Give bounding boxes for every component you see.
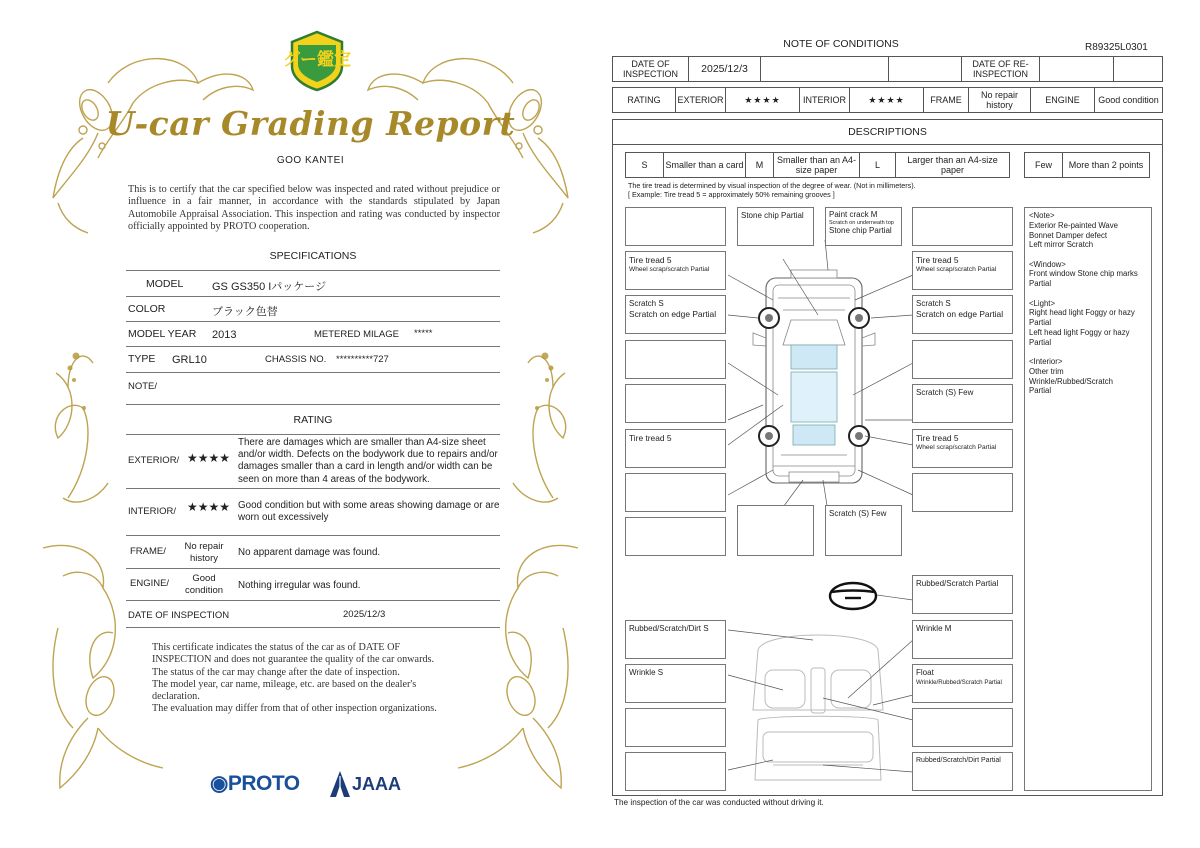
- interior-box-right-2: [912, 664, 1013, 703]
- interior-label: INTERIOR: [800, 88, 850, 112]
- footer-line: The model year, car name, mileage, etc. are based on the dealer's: [152, 678, 417, 690]
- divider: [126, 321, 500, 322]
- box-text: Wrinkle/Rubbed/Scratch Partial: [916, 679, 1002, 686]
- exterior-stars: ★★★★: [726, 88, 800, 112]
- box-text: Scratch (S) Few: [916, 388, 974, 397]
- engine-label: ENGINE: [1031, 88, 1095, 112]
- interior-description: Good condition but with some areas showing damage or are worn out excessively: [238, 500, 500, 524]
- exterior-description: There are damages which are smaller than A4-size sheet and/or width. Defects on the bodywork due to repairs and/or damages smaller than a card in length and/or width can be seen on more than 4 areas of the bodywork.: [238, 437, 498, 485]
- footer-line: declaration.: [152, 691, 200, 703]
- certificate-intro: This is to certify that the car specified below was inspected and rated without prejudice or influence in a fair manner, in accordance with the standards stipulated by Japan Automobile Appraisal Association. This inspection and rating was conducted by inspector officially appointed by PROTO cooperation.: [128, 184, 500, 233]
- sponsor-logos: [210, 768, 430, 798]
- rating-label: RATING: [613, 88, 676, 112]
- damage-box-right-5: [912, 429, 1013, 468]
- damage-box-left-4: [625, 384, 726, 423]
- footer-line: INSPECTION and does not guarantee the quality of the car onwards.: [152, 654, 435, 666]
- note-section: <Note> Exterior Re-painted Wave Bonnet Damper defect Left mirror Scratch: [1029, 211, 1118, 250]
- damage-box-center-bottom-right: [825, 505, 902, 556]
- type-label: TYPE: [128, 353, 156, 365]
- damage-box-center-top-left: [737, 207, 814, 246]
- empty-cell: [1114, 57, 1162, 81]
- box-text: Scratch (S) Few: [829, 509, 887, 518]
- svg-text:グー鑑定: グー鑑定: [283, 50, 351, 70]
- light-section: <Light> Right head light Foggy or hazy Partial Left head light Foggy or hazy Partial: [1029, 298, 1135, 347]
- footer-line: The evaluation may differ from that of other inspection organizations.: [152, 703, 437, 715]
- tire-note-line: The tire tread is determined by visual inspection of the degree of wear. (Not in millimeters).: [628, 181, 916, 190]
- divider: [126, 627, 500, 628]
- box-text: Wheel scrap/scratch Partial: [916, 266, 997, 273]
- damage-box-center-bottom-left: [737, 505, 814, 556]
- certificate-footer: [152, 642, 492, 716]
- box-text: Tire tread 5: [629, 433, 672, 443]
- type-value: GRL10: [172, 354, 207, 366]
- divider: [126, 600, 500, 601]
- date-of-inspection-label: DATE OF INSPECTION: [128, 610, 230, 621]
- interior-box-right-1: [912, 620, 1013, 659]
- footer-line: The status of the car may change after the date of inspection.: [152, 666, 400, 678]
- model-label: MODEL: [146, 278, 184, 290]
- frame-description: No apparent damage was found.: [238, 547, 381, 558]
- legend-m: M: [746, 153, 774, 177]
- damage-box-left-1: [625, 251, 726, 290]
- date-of-reinspection-label: DATE OF RE-INSPECTION: [962, 57, 1040, 81]
- tire-tread-note: [628, 181, 916, 199]
- jaaa-logo: JAAA: [330, 770, 430, 798]
- color-value: ブラック色替: [212, 306, 278, 318]
- box-text: Wheel scrap/scratch Partial: [916, 444, 997, 451]
- interior-box-left-2: [625, 664, 726, 703]
- divider: [126, 372, 500, 373]
- certificate-title: U-car Grading Report: [105, 104, 516, 143]
- box-text: Wrinkle M: [916, 624, 952, 633]
- legend-few: Few: [1025, 153, 1063, 177]
- damage-box-right-2: [912, 295, 1013, 334]
- inspection-date-row: [612, 56, 1163, 82]
- legend-few-desc: More than 2 points: [1068, 160, 1144, 170]
- window-section: <Window> Front window Stone chip marks Partial: [1029, 259, 1138, 289]
- steering-damage-box: [912, 575, 1013, 614]
- interior-box-right-3: [912, 708, 1013, 747]
- divider: [613, 144, 1162, 145]
- report-id: R89325L0301: [1085, 42, 1148, 53]
- interior-box-left-3: [625, 708, 726, 747]
- note-of-conditions: [611, 30, 1164, 820]
- empty-cell: [761, 57, 889, 81]
- interior-label: INTERIOR/: [128, 506, 177, 517]
- engine-value: Good condition: [184, 573, 224, 596]
- damage-box-center-top-right: [825, 207, 902, 246]
- rating-row: [612, 87, 1163, 113]
- frame-value: No repair history: [184, 541, 224, 564]
- box-text: Tire tread 5: [916, 433, 959, 443]
- divider: [126, 535, 500, 536]
- divider: [126, 488, 500, 489]
- interior-box-left-1: [625, 620, 726, 659]
- box-text: Wrinkle S: [629, 668, 664, 677]
- divider: [126, 568, 500, 569]
- box-text: Scratch on underneath top: [829, 220, 894, 226]
- box-text: Rubbed/Scratch/Dirt Partial: [916, 757, 1001, 764]
- damage-box-left-7: [625, 517, 726, 556]
- model-year-value: 2013: [212, 329, 237, 341]
- divider: [126, 296, 500, 297]
- frame-label: FRAME: [924, 88, 969, 112]
- box-text: Scratch on edge Partial: [916, 309, 1004, 319]
- exterior-stars: ★★★★: [187, 451, 231, 465]
- damage-box-right-0: [912, 207, 1013, 246]
- divider: [126, 404, 500, 405]
- metered-mileage-value: *****: [414, 328, 433, 339]
- damage-box-right-4: [912, 384, 1013, 423]
- damage-box-right-1: [912, 251, 1013, 290]
- date-of-inspection-value: 2025/12/3: [689, 57, 761, 81]
- note-label: NOTE/: [128, 381, 158, 392]
- tire-note-line: [ Example: Tire tread 5 = approximately 50% remaining grooves ]: [628, 190, 835, 199]
- model-value: GS GS350 Iパッケージ: [212, 281, 327, 293]
- model-year-label: MODEL YEAR: [128, 328, 197, 340]
- metered-mileage-label: METERED MILAGE: [314, 329, 399, 340]
- box-text: Scratch on edge Partial: [629, 309, 717, 319]
- exterior-label: EXTERIOR/: [128, 455, 180, 466]
- legend-m-desc: Smaller than an A4-size paper: [774, 153, 860, 177]
- few-legend: [1024, 152, 1150, 178]
- divider: [126, 434, 500, 435]
- frame-value: No repair history: [969, 88, 1031, 112]
- legend-l: L: [860, 153, 896, 177]
- legend-s-desc: Smaller than a card: [664, 153, 746, 177]
- inspection-footer-note: The inspection of the car was conducted without driving it.: [614, 798, 824, 807]
- interior-box-right-4: [912, 752, 1013, 791]
- specifications-heading: SPECIFICATIONS: [269, 250, 357, 262]
- certificate-subtitle: GOO KANTEI: [276, 155, 345, 166]
- box-text: Rubbed/Scratch/Dirt S: [629, 624, 709, 633]
- box-text: Tire tread 5: [916, 255, 959, 265]
- exterior-label: EXTERIOR: [676, 88, 726, 112]
- note-title: NOTE OF CONDITIONS: [783, 38, 899, 50]
- legend-l-desc: Larger than an A4-size paper: [907, 155, 998, 175]
- divider: [126, 270, 500, 271]
- box-text: Wheel scrap/scratch Partial: [629, 266, 710, 273]
- rating-heading: RATING: [293, 414, 333, 426]
- chassis-label: CHASSIS NO.: [265, 354, 327, 365]
- box-text: Float: [916, 668, 934, 677]
- descriptions-heading: DESCRIPTIONS: [848, 126, 927, 138]
- box-text: Scratch S: [629, 299, 664, 308]
- interior-stars: ★★★★: [850, 88, 924, 112]
- box-text: Rubbed/Scratch Partial: [916, 579, 999, 588]
- box-text: Scratch S: [916, 299, 951, 308]
- goo-kantei-badge-icon: [283, 30, 351, 92]
- date-of-inspection-label: DATE OF INSPECTION: [613, 57, 689, 81]
- damage-box-right-3: [912, 340, 1013, 379]
- legend-s: S: [626, 153, 664, 177]
- box-text: Tire tread 5: [629, 255, 672, 265]
- engine-label: ENGINE/: [130, 578, 170, 589]
- date-of-inspection-value: 2025/12/3: [343, 609, 386, 620]
- frame-label: FRAME/: [130, 546, 166, 557]
- size-legend: [625, 152, 1010, 178]
- divider: [126, 346, 500, 347]
- box-text: Stone chip Partial: [829, 226, 892, 235]
- notes-panel: [1024, 207, 1152, 791]
- descriptions-panel: [612, 119, 1163, 796]
- engine-value: Good condition: [1098, 95, 1159, 105]
- interior-stars: ★★★★: [187, 500, 231, 514]
- chassis-value: **********727: [336, 354, 389, 365]
- date-of-reinspection-value: [1040, 57, 1114, 81]
- damage-box-left-5: [625, 429, 726, 468]
- damage-box-left-6: [625, 473, 726, 512]
- damage-box-left-2: [625, 295, 726, 334]
- footer-line: This certificate indicates the status of the car as of DATE OF: [152, 642, 401, 653]
- proto-mark-icon: ◉: [210, 772, 228, 795]
- interior-box-left-4: [625, 752, 726, 791]
- engine-description: Nothing irregular was found.: [238, 580, 361, 591]
- box-text: Stone chip Partial: [741, 211, 804, 220]
- damage-box-left-0: [625, 207, 726, 246]
- damage-box-right-6: [912, 473, 1013, 512]
- jaaa-mark-icon: [330, 770, 352, 798]
- interior-section: <Interior> Other trim Wrinkle/Rubbed/Scratch Partial: [1029, 357, 1113, 396]
- empty-cell: [889, 57, 962, 81]
- box-text: Paint crack M: [829, 210, 878, 219]
- damage-box-left-3: [625, 340, 726, 379]
- color-label: COLOR: [128, 303, 166, 315]
- proto-logo: ◉PROTO: [210, 772, 300, 795]
- grading-certificate: [38, 28, 583, 828]
